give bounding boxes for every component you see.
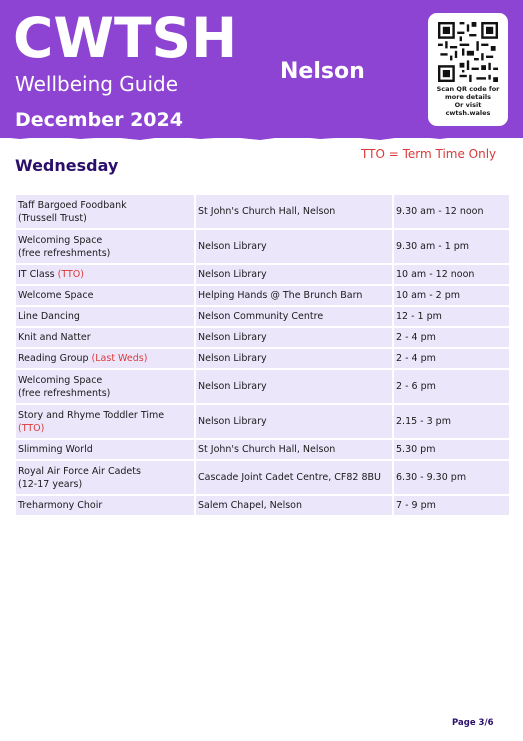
activity-cell: Welcoming Space (free refreshments)	[15, 229, 195, 264]
activity-cell: Story and Rhyme Toddler Time (TTO)	[15, 404, 195, 439]
activity-cell: Treharmony Choir	[15, 495, 195, 516]
venue-cell: Helping Hands @ The Brunch Barn	[195, 285, 393, 306]
activity-cell: Welcome Space	[15, 285, 195, 306]
activity-cell: IT Class (TTO)	[15, 264, 195, 285]
day-heading: Wednesday	[15, 156, 119, 175]
time-cell: 10 am - 12 noon	[393, 264, 510, 285]
activity-cell: Taff Bargoed Foodbank (Trussell Trust)	[15, 194, 195, 229]
venue-cell: St John's Church Hall, Nelson	[195, 194, 393, 229]
time-cell: 12 - 1 pm	[393, 306, 510, 327]
area-title: Nelson	[280, 59, 365, 84]
table-row	[15, 495, 510, 516]
venue-cell: Nelson Library	[195, 229, 393, 264]
time-cell: 9.30 am - 12 noon	[393, 194, 510, 229]
time-cell: 2 - 4 pm	[393, 348, 510, 369]
venue-cell: Nelson Library	[195, 404, 393, 439]
table-row	[15, 306, 510, 327]
time-cell: 2 - 6 pm	[393, 369, 510, 404]
activity-cell: Royal Air Force Air Cadets (12-17 years)	[15, 460, 195, 495]
activity-cell: Knit and Natter	[15, 327, 195, 348]
tto-legend: TTO = Term Time Only	[361, 147, 497, 161]
page-number: Page 3/6	[452, 718, 494, 728]
venue-cell: Nelson Library	[195, 369, 393, 404]
last-weds-note: (Last Weds)	[91, 353, 148, 364]
activity-cell: Slimming World	[15, 439, 195, 460]
qr-card[interactable]	[428, 13, 508, 126]
time-cell: 6.30 - 9.30 pm	[393, 460, 510, 495]
table-row	[15, 285, 510, 306]
guide-title: Wellbeing Guide	[15, 72, 179, 96]
venue-cell: Nelson Library	[195, 348, 393, 369]
qr-code-icon[interactable]	[438, 22, 498, 82]
time-cell: 10 am - 2 pm	[393, 285, 510, 306]
table-row	[15, 369, 510, 404]
cwtsh-logo: CWTSH	[13, 6, 238, 70]
venue-cell: Nelson Library	[195, 327, 393, 348]
venue-cell: Nelson Library	[195, 264, 393, 285]
time-cell: 9.30 am - 1 pm	[393, 229, 510, 264]
time-cell: 2 - 4 pm	[393, 327, 510, 348]
venue-cell: St John's Church Hall, Nelson	[195, 439, 393, 460]
schedule-table	[14, 193, 511, 517]
torn-edge	[0, 128, 523, 148]
month-title: December 2024	[15, 109, 183, 131]
qr-caption: Scan QR code for more details Or visit cwtsh.wales	[436, 85, 500, 117]
activity-cell: Line Dancing	[15, 306, 195, 327]
venue-cell: Cascade Joint Cadet Centre, CF82 8BU	[195, 460, 393, 495]
table-row	[15, 439, 510, 460]
venue-cell: Salem Chapel, Nelson	[195, 495, 393, 516]
time-cell: 2.15 - 3 pm	[393, 404, 510, 439]
table-row	[15, 460, 510, 495]
activity-cell: Reading Group (Last Weds)	[15, 348, 195, 369]
activity-cell: Welcoming Space (free refreshments)	[15, 369, 195, 404]
time-cell: 7 - 9 pm	[393, 495, 510, 516]
table-row	[15, 264, 510, 285]
tto-note: (TTO)	[18, 422, 45, 434]
venue-cell: Nelson Community Centre	[195, 306, 393, 327]
table-row	[15, 348, 510, 369]
tto-note: (TTO)	[57, 269, 84, 280]
table-row	[15, 194, 510, 229]
table-row	[15, 229, 510, 264]
table-row	[15, 327, 510, 348]
time-cell: 5.30 pm	[393, 439, 510, 460]
table-row	[15, 404, 510, 439]
